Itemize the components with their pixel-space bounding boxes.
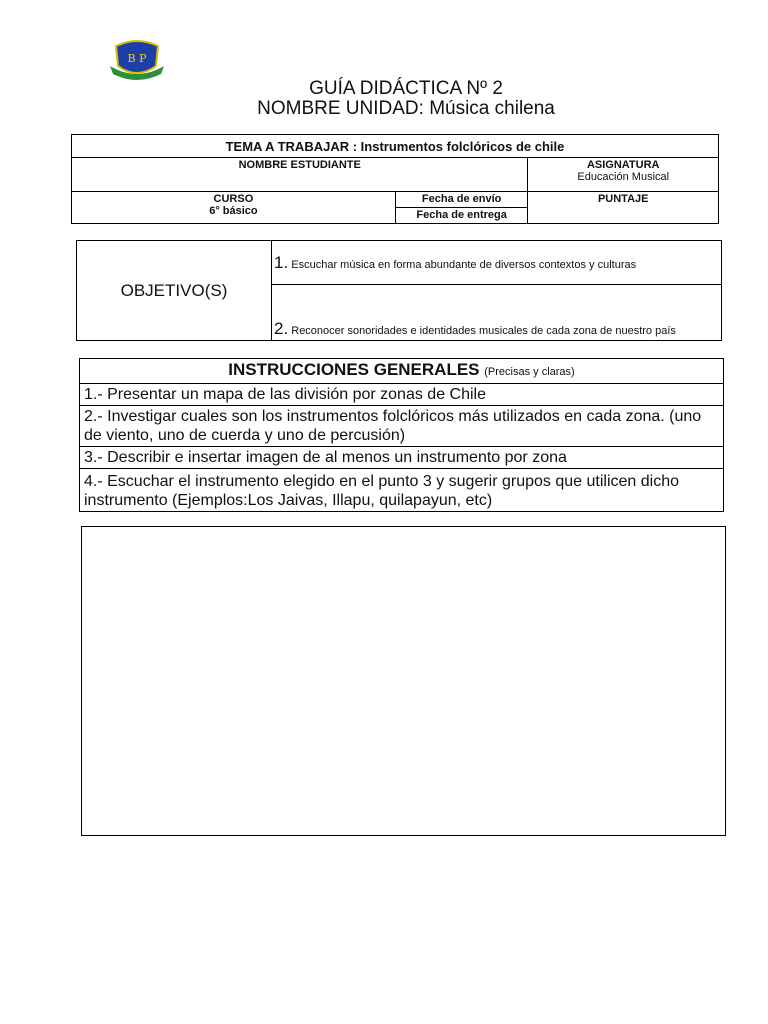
objective-text: Escuchar música en forma abundante de diversos contextos y culturas	[291, 258, 637, 271]
guide-title: GUÍA DIDÁCTICA Nº 2	[309, 78, 503, 99]
objective-item	[272, 241, 722, 285]
instruction-item: 3.- Describir e insertar imagen de al menos un instrumento por zona	[80, 447, 724, 469]
student-name-label: NOMBRE ESTUDIANTE	[238, 159, 361, 171]
instructions-header	[80, 359, 724, 384]
course-label: CURSO	[213, 193, 254, 205]
instructions-title: INSTRUCCIONES GENERALES	[228, 360, 480, 379]
info-table	[71, 134, 719, 224]
instructions-table	[79, 358, 724, 512]
tema-cell: TEMA A TRABAJAR : Instrumentos folclóricos de chile	[72, 135, 719, 158]
logo-initials: B P	[127, 52, 147, 65]
subject-cell	[528, 158, 719, 192]
objective-item	[272, 285, 722, 341]
score-cell[interactable]	[528, 192, 719, 224]
subject-value: Educación Musical	[577, 171, 670, 183]
subject-label: ASIGNATURA	[586, 159, 660, 171]
course-cell	[72, 192, 396, 224]
send-date-cell[interactable]: Fecha de envío	[395, 192, 528, 208]
instruction-item: 2.- Investigar cuales son los instrumentos folclóricos más utilizados en cada zona. (uno de viento, uno de cuerda y uno de percusión)	[80, 406, 724, 447]
score-label: PUNTAJE	[597, 193, 649, 205]
course-value: 6° básico	[209, 205, 258, 217]
student-name-cell[interactable]	[72, 158, 528, 192]
objectives-table	[76, 240, 722, 341]
instructions-note: (Precisas y claras)	[484, 366, 575, 378]
objectives-label: OBJETIVO(S)	[77, 241, 272, 341]
instruction-item: 1.- Presentar un mapa de las división por zonas de Chile	[80, 384, 724, 406]
objective-number: 2.	[274, 319, 289, 338]
instruction-item: 4.- Escuchar el instrumento elegido en el punto 3 y sugerir grupos que utilicen dicho instrumento (Ejemplos:Los Jaivas, Illapu, quilapayun, etc)	[80, 469, 724, 512]
delivery-date-cell[interactable]: Fecha de entrega	[395, 208, 528, 224]
unit-title: NOMBRE UNIDAD: Música chilena	[257, 98, 555, 119]
school-logo	[106, 36, 168, 80]
objective-text: Reconocer sonoridades e identidades musicales de cada zona de nuestro país	[291, 325, 676, 337]
answer-area[interactable]	[81, 526, 726, 836]
objective-number: 1.	[274, 252, 289, 272]
